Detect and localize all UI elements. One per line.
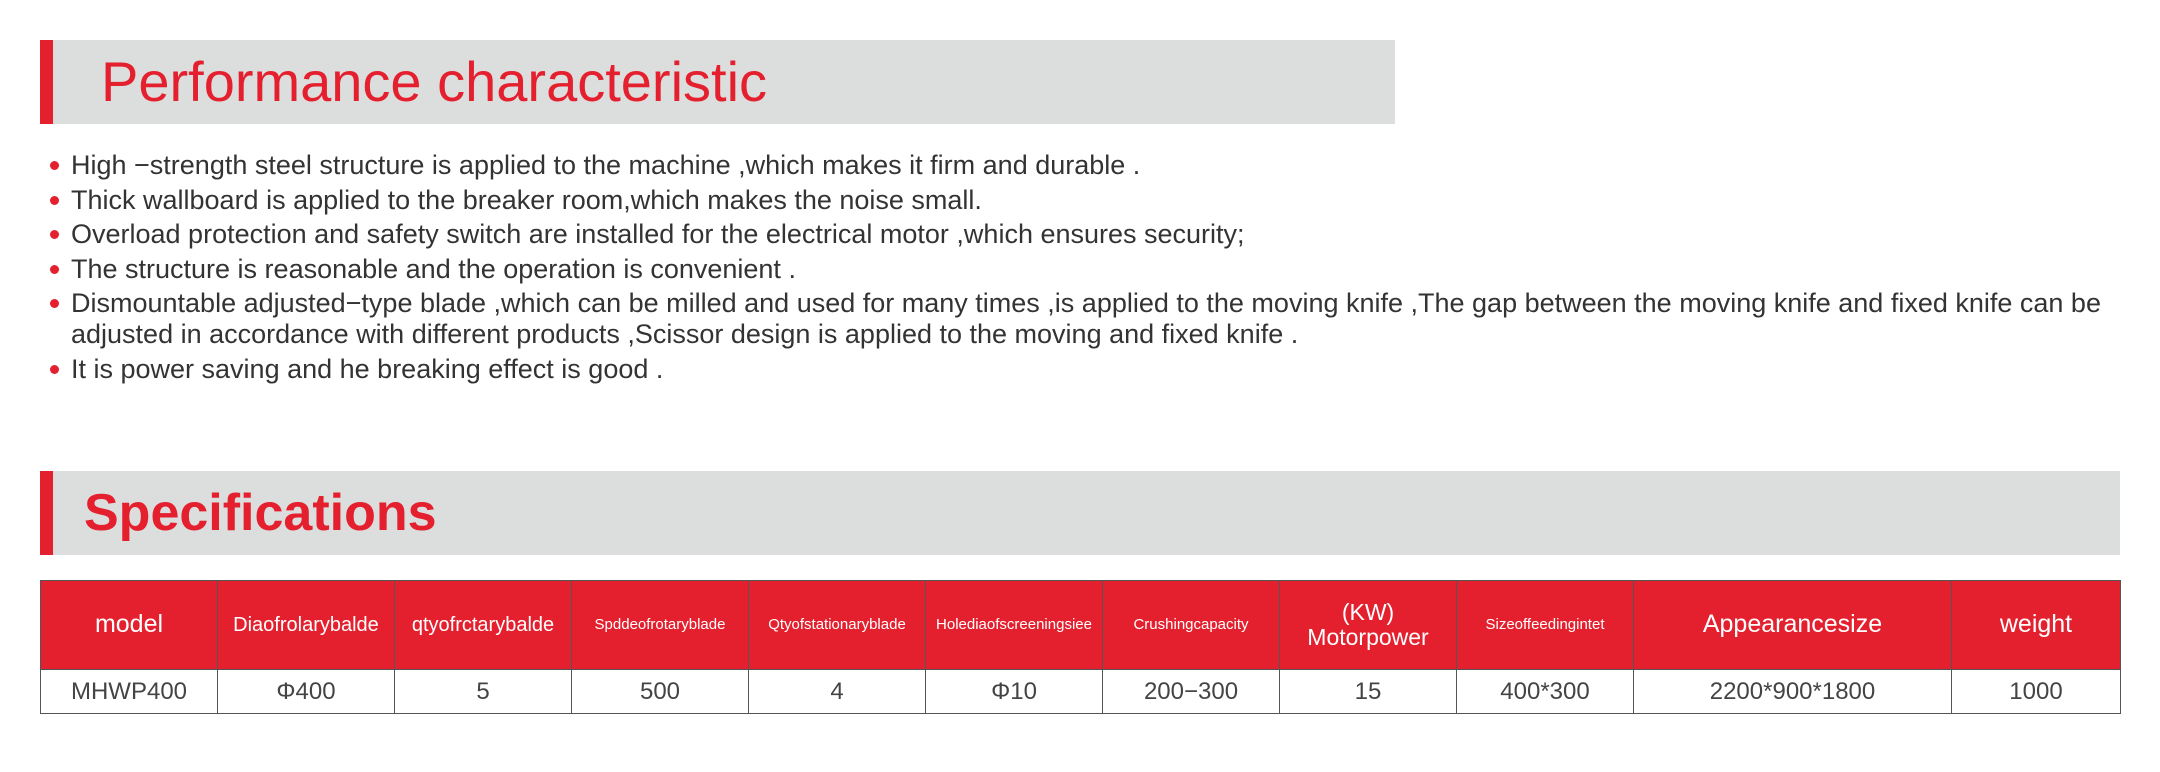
cell-motor-power: 15 <box>1280 670 1457 714</box>
cell-feeding-inlet-size: 400*300 <box>1457 670 1634 714</box>
cell-appearance-size: 2200*900*1800 <box>1634 670 1952 714</box>
feature-text: Dismountable adjusted−type blade ,which can be milled and used for many times ,is applied to the moving knife ,The gap between the moving knife and fixed knife can be adjusted in accordance with different products ,Scissor design is applied to the moving and fixed knife . <box>71 288 2101 349</box>
cell-model: MHWP400 <box>41 670 218 714</box>
header-model: model <box>41 581 218 670</box>
feature-text: High −strength steel structure is applied to the machine ,which makes it firm and durable . <box>71 150 1141 180</box>
bullet-icon <box>50 230 59 239</box>
feature-item <box>48 254 2128 285</box>
header-motor-power-unit: (KW) <box>1341 598 1395 625</box>
specifications-table <box>40 580 2121 714</box>
cell-rotary-blade-speed: 500 <box>572 670 749 714</box>
cell-crushing-capacity: 200−300 <box>1103 670 1280 714</box>
bullet-icon <box>50 299 59 308</box>
header-rotary-blade-diameter: Diaofrolarybalde <box>218 581 395 670</box>
performance-title: Performance characteristic <box>101 50 768 113</box>
cell-rotary-blade-qty: 5 <box>395 670 572 714</box>
performance-feature-list <box>48 150 2128 388</box>
cell-weight: 1000 <box>1952 670 2121 714</box>
header-screening-hole-diameter: Holediaofscreeningsiee <box>926 581 1103 670</box>
feature-text: The structure is reasonable and the operation is convenient . <box>71 253 796 284</box>
feature-item <box>48 219 2128 250</box>
feature-item <box>48 354 2128 385</box>
feature-text: It is power saving and he breaking effect is good . <box>71 353 664 384</box>
table-row <box>41 670 2121 714</box>
header-motor-power-label: Motorpower <box>1307 624 1429 650</box>
bullet-icon <box>50 265 59 274</box>
feature-text: Thick wallboard is applied to the breaker room,which makes the noise small. <box>71 184 982 215</box>
cell-rotary-blade-diameter: Φ400 <box>218 670 395 714</box>
cell-stationary-blade-qty: 4 <box>749 670 926 714</box>
cell-screening-hole-diameter: Φ10 <box>926 670 1103 714</box>
feature-item <box>48 185 2128 216</box>
specifications-section-header <box>40 471 2120 555</box>
header-crushing-capacity: Crushingcapacity <box>1103 581 1280 670</box>
bullet-icon <box>50 196 59 205</box>
header-rotary-blade-speed: Spddeofrotaryblade <box>572 581 749 670</box>
bullet-icon <box>50 161 59 170</box>
header-appearance-size: Appearancesize <box>1634 581 1952 670</box>
header-motor-power <box>1280 581 1457 670</box>
header-feeding-inlet-size: Sizeoffeedingintet <box>1457 581 1634 670</box>
feature-item <box>48 150 2128 181</box>
header-stationary-blade-qty: Qtyofstationaryblade <box>749 581 926 670</box>
header-weight: weight <box>1952 581 2121 670</box>
specifications-title: Specifications <box>84 484 437 542</box>
header-rotary-blade-qty: qtyofrctarybalde <box>395 581 572 670</box>
feature-text: Overload protection and safety switch are installed for the electrical motor ,which ensures security; <box>71 219 1245 249</box>
bullet-icon <box>50 365 59 374</box>
table-header-row <box>41 581 2121 670</box>
performance-section-header <box>40 40 1395 124</box>
feature-item <box>48 288 2128 350</box>
